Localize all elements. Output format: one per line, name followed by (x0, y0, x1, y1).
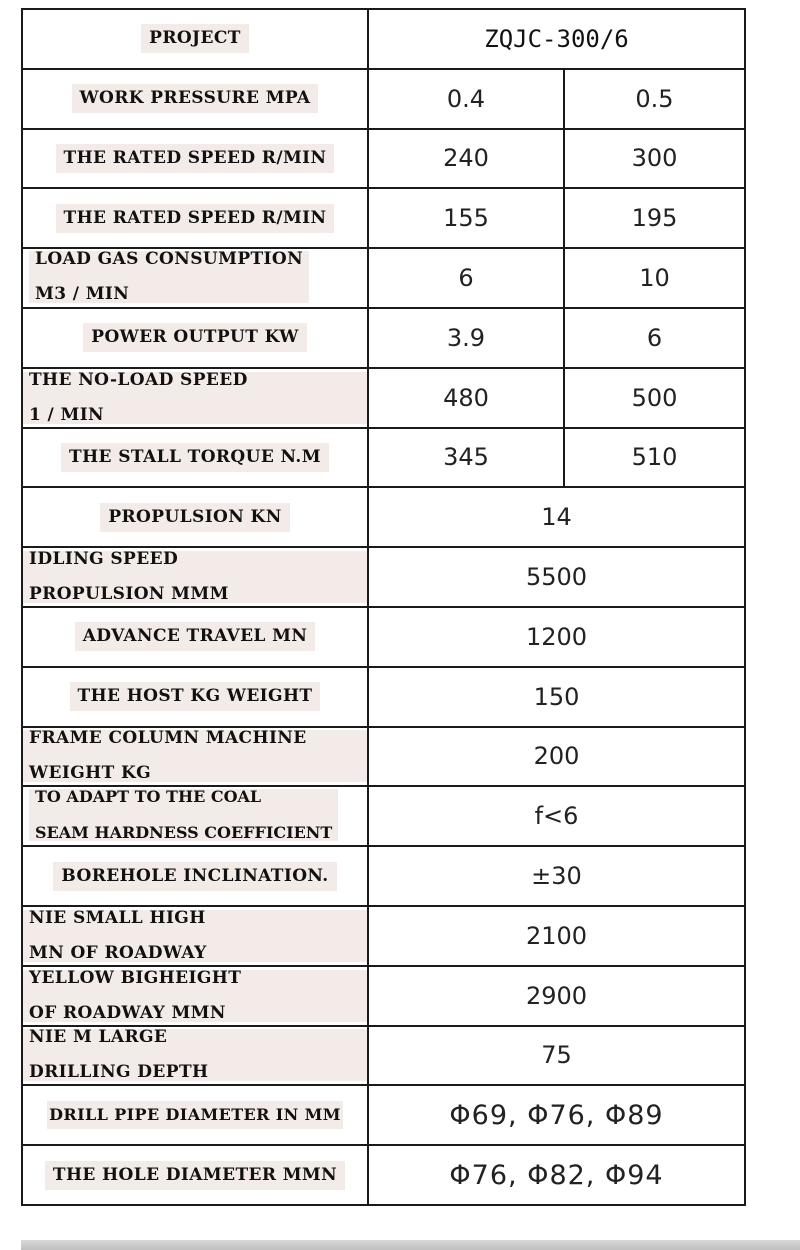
row-label (23, 551, 367, 603)
value-2: 10 (639, 264, 670, 293)
table-row (22, 248, 745, 308)
value: ±30 (531, 862, 582, 891)
value-2: 0.5 (635, 84, 674, 113)
table-row (22, 906, 745, 966)
row-label-line-1: THE NO-LOAD SPEED (29, 369, 248, 390)
table-row (22, 786, 745, 846)
row-label-line-1: YELLOW BIGHEIGHT (29, 967, 242, 988)
table-row (22, 1085, 745, 1145)
table-row (22, 547, 745, 607)
row-label-line-1: FRAME COLUMN MACHINE (29, 728, 307, 749)
row-label: THE RATED SPEED R/MIN (56, 204, 335, 233)
row-label: THE STALL TORQUE N.M (61, 443, 329, 472)
row-label-line-2: MN OF ROADWAY (29, 942, 207, 963)
value: Φ69, Φ76, Φ89 (449, 1099, 664, 1131)
value-2: 6 (646, 323, 663, 352)
row-label: BOREHOLE INCLINATION. (53, 862, 336, 891)
row-label (29, 789, 338, 841)
spec-table (21, 8, 746, 1206)
value: 200 (533, 742, 580, 771)
row-label-line-2: WEIGHT KG (29, 763, 152, 784)
value-1: 3.9 (446, 323, 486, 352)
table-row (22, 487, 745, 547)
table-row (22, 966, 745, 1026)
value-1: 155 (443, 204, 489, 233)
row-label (23, 1029, 367, 1081)
table-row (22, 129, 745, 189)
table-row (22, 188, 745, 248)
row-label (23, 369, 367, 425)
row-label (23, 730, 367, 782)
row-label-line-2: PROPULSION MMM (29, 584, 229, 605)
row-label-line-2: M3 / MIN (35, 284, 130, 305)
table-row (22, 607, 745, 667)
table-row (22, 428, 745, 488)
value: Φ76, Φ82, Φ94 (449, 1159, 664, 1191)
row-label (29, 251, 309, 303)
value: f<6 (534, 802, 579, 831)
row-label-line-2: DRILLING DEPTH (29, 1062, 209, 1083)
table-row (22, 846, 745, 906)
value-1: 480 (443, 383, 489, 412)
row-label (23, 907, 367, 963)
row-label-line-1: NIE SMALL HIGH (29, 907, 206, 928)
model-name: ZQJC-300/6 (484, 24, 629, 53)
value: 75 (541, 1041, 572, 1070)
row-label-line-2: 1 / MIN (29, 404, 104, 425)
row-label: PROPULSION KN (100, 503, 289, 532)
table-row (22, 308, 745, 368)
value-1: 345 (443, 443, 489, 472)
row-label (23, 967, 367, 1023)
row-label: THE RATED SPEED R/MIN (56, 144, 335, 173)
row-label-line-1: TO ADAPT TO THE COAL (35, 787, 262, 807)
value-2: 510 (631, 443, 678, 472)
header-model-cell (368, 9, 745, 69)
bottom-edge-strip (21, 1240, 800, 1250)
row-label-line-1: LOAD GAS CONSUMPTION (35, 249, 304, 270)
value-2: 195 (631, 204, 678, 233)
row-label: THE HOLE DIAMETER MMN (45, 1161, 345, 1190)
value: 1200 (525, 622, 588, 651)
value: 2100 (525, 921, 588, 950)
table-row (22, 667, 745, 727)
row-label-line-1: NIE M LARGE (29, 1027, 168, 1048)
row-label: DRILL PIPE DIAMETER IN MM (47, 1101, 343, 1129)
table-row (22, 69, 745, 129)
row-label: ADVANCE TRAVEL MN (75, 622, 316, 651)
header-label: PROJECT (141, 24, 249, 53)
value: 5500 (525, 563, 588, 592)
value-2: 500 (631, 383, 678, 412)
value: 14 (541, 503, 572, 532)
value-1: 240 (443, 144, 489, 173)
value: 150 (533, 682, 580, 711)
row-label: WORK PRESSURE MPA (72, 84, 319, 113)
row-label: THE HOST KG WEIGHT (70, 682, 321, 711)
value: 2900 (525, 981, 588, 1010)
table-row (22, 1145, 745, 1205)
table-row (22, 1026, 745, 1086)
row-label-line-1: IDLING SPEED (29, 549, 179, 570)
value-2: 300 (631, 144, 678, 173)
row-label-line-2: SEAM HARDNESS COEFFICIENT (35, 823, 333, 843)
value-1: 0.4 (446, 84, 486, 113)
row-label: POWER OUTPUT KW (83, 323, 306, 352)
table-row (22, 368, 745, 428)
table-row-header (22, 9, 745, 69)
row-label-line-2: OF ROADWAY MMN (29, 1002, 226, 1023)
table-row (22, 727, 745, 787)
header-label-cell (22, 9, 368, 69)
value-1: 6 (458, 264, 474, 293)
